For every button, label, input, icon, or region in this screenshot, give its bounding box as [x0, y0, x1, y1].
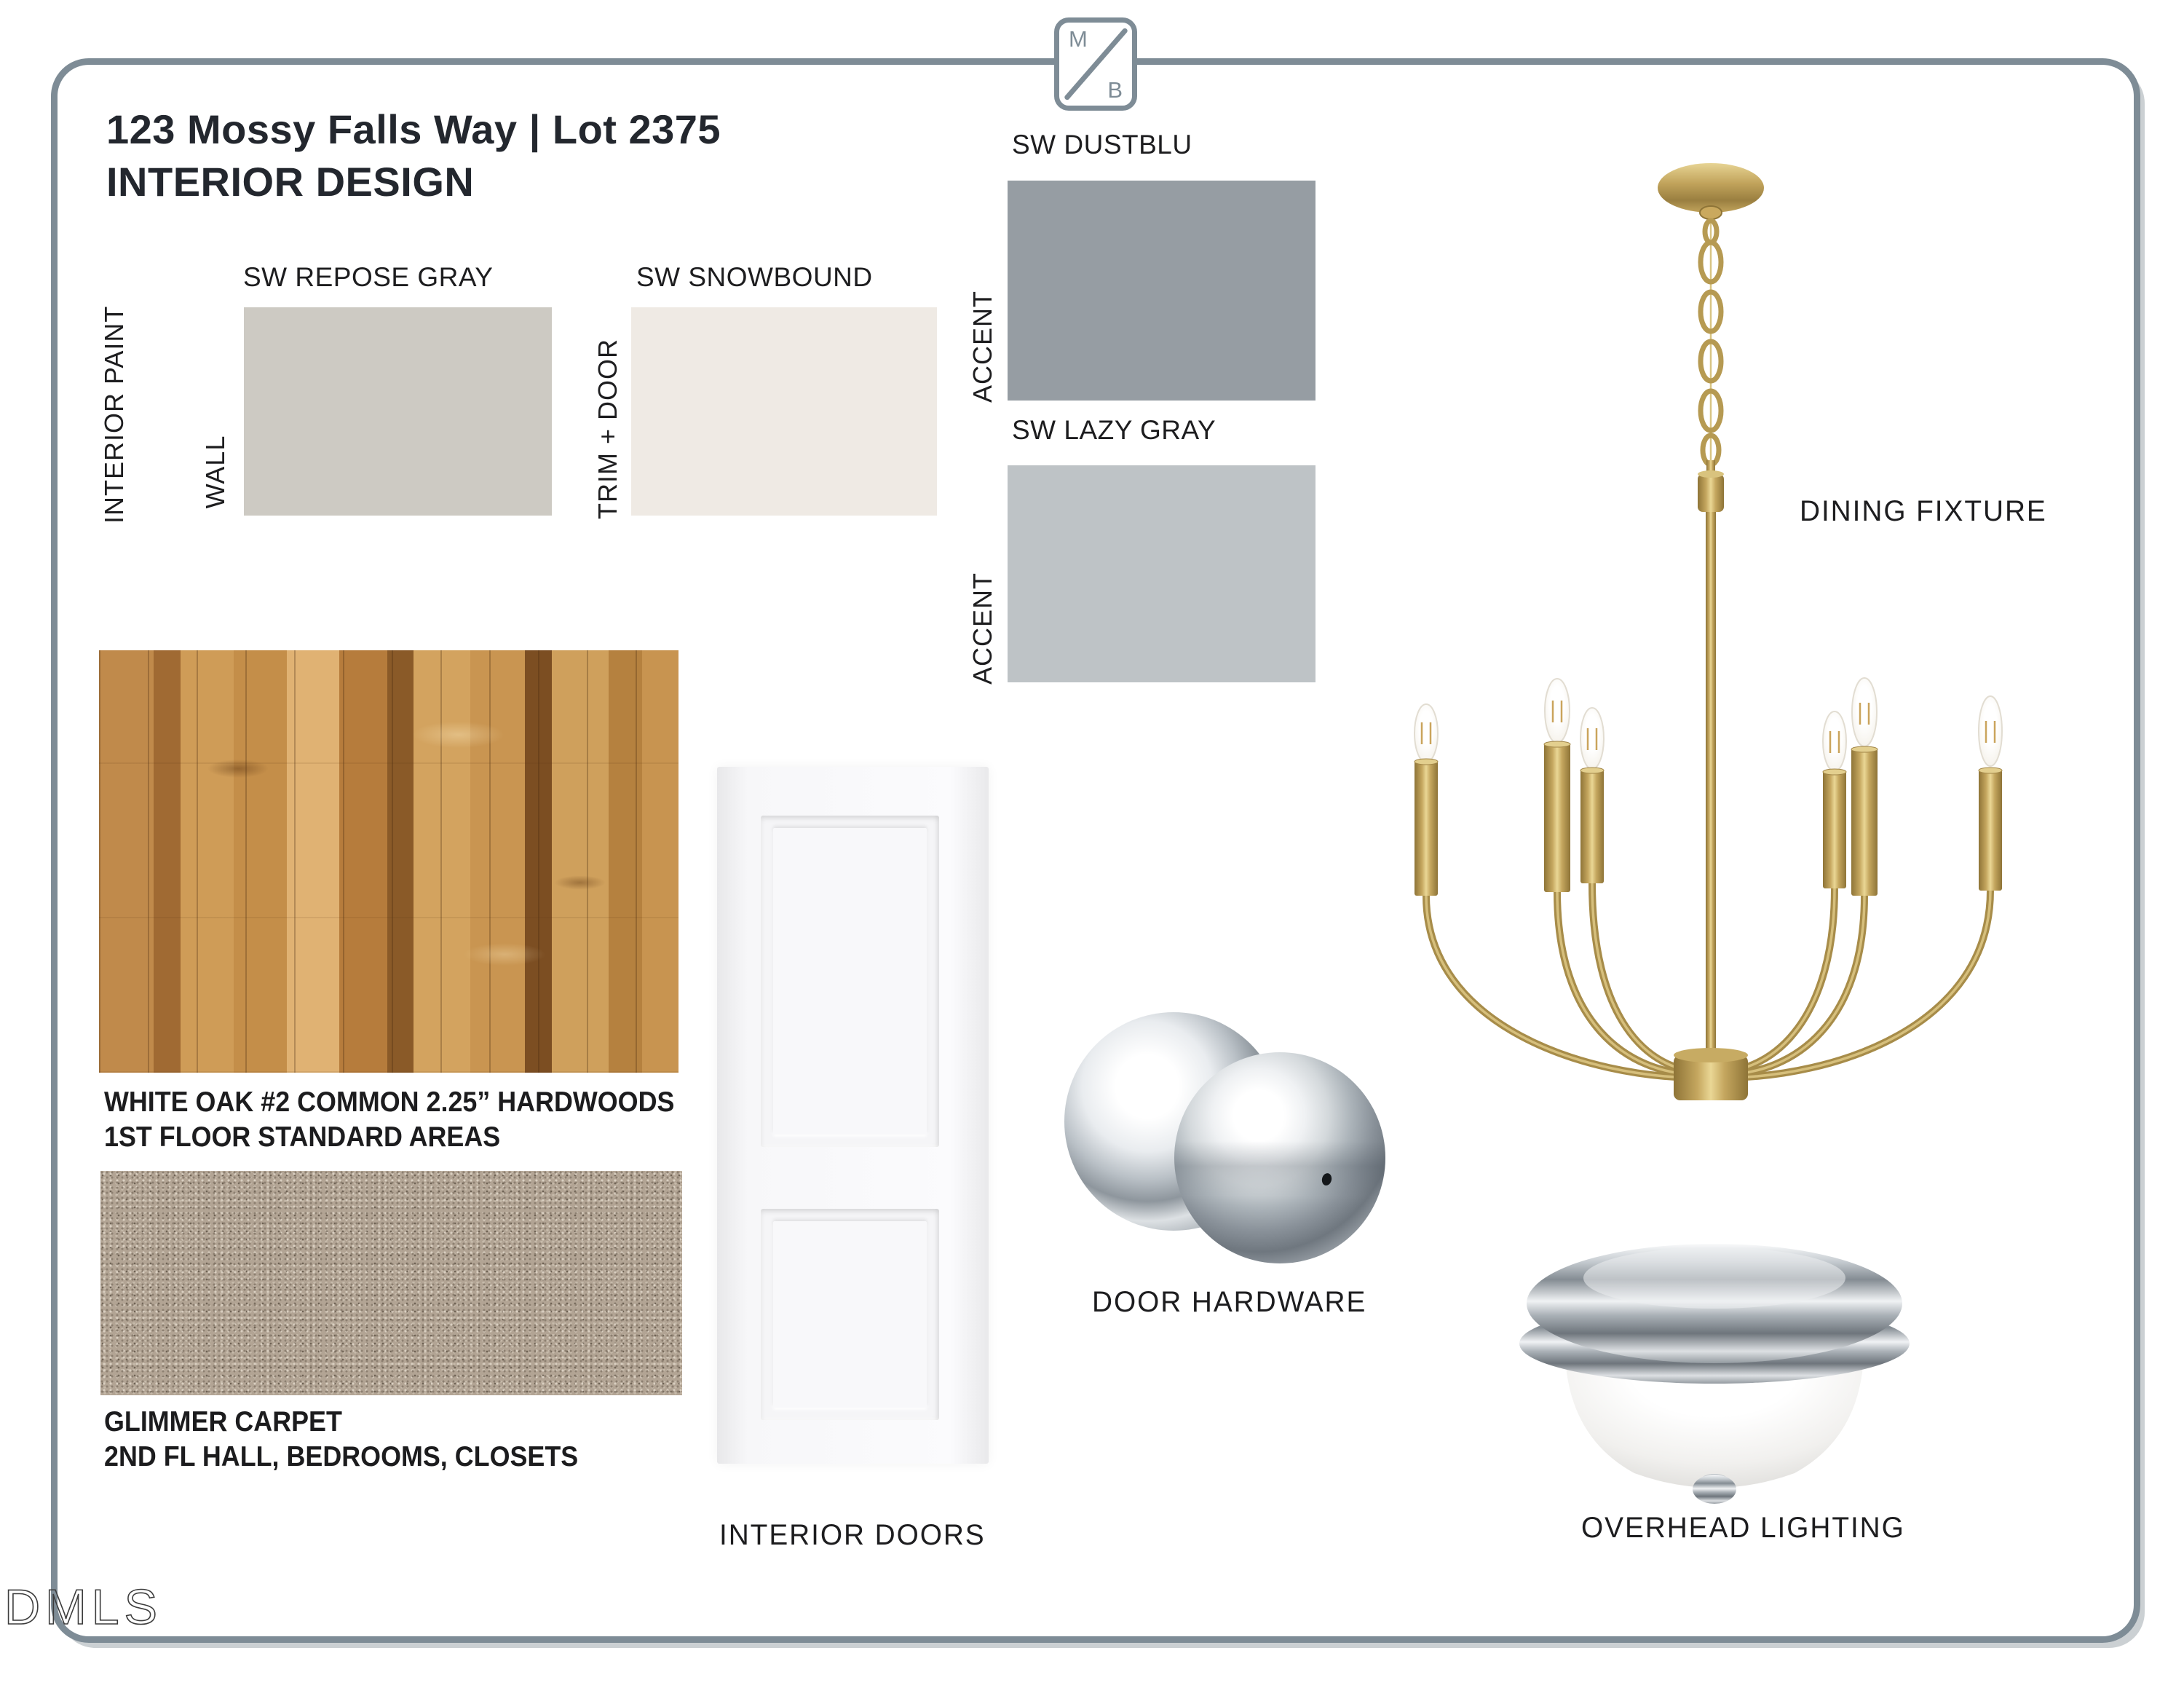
dustblu-swatch [1008, 181, 1315, 401]
snowbound-name: SW SNOWBOUND [636, 262, 873, 292]
wall-role-label: WALL [200, 435, 230, 509]
logo-letter-b: B [1107, 77, 1123, 103]
page-title [106, 103, 721, 208]
door-upper-panel [761, 816, 939, 1147]
hardwood-sample-image [99, 650, 678, 1073]
snowbound-swatch [631, 307, 937, 516]
lazy-gray-name: SW LAZY GRAY [1012, 415, 1216, 445]
carpet-caption-line1: GLIMMER CARPET [104, 1406, 342, 1437]
chandelier-canopy [1658, 163, 1764, 219]
brand-logo [1054, 17, 1137, 111]
accent2-role-label: ACCENT [968, 572, 997, 685]
interior-paint-section-label: INTERIOR PAINT [99, 305, 129, 524]
door-knob-image [1059, 1005, 1401, 1282]
dining-fixture-caption: DINING FIXTURE [1800, 495, 2047, 527]
door-lower-panel [761, 1209, 939, 1420]
carpet-sample-image [100, 1171, 682, 1395]
chandelier-image [1383, 131, 2038, 1151]
repose-gray-swatch [244, 307, 552, 516]
chandelier-chain [1701, 218, 1721, 473]
interior-door-image [717, 767, 989, 1464]
title-line-address: 123 Mossy Falls Way | Lot 2375 [106, 106, 721, 152]
carpet-caption-line2: 2ND FL HALL, BEDROOMS, CLOSETS [104, 1441, 579, 1472]
repose-gray-name: SW REPOSE GRAY [243, 262, 494, 292]
accent1-role-label: ACCENT [968, 290, 997, 403]
dustblu-name: SW DUSTBLU [1012, 130, 1192, 159]
hardwood-caption-line2: 1ST FLOOR STANDARD AREAS [104, 1121, 501, 1153]
logo-letter-m: M [1069, 26, 1088, 52]
chandelier-hub [1674, 1048, 1748, 1100]
knob-sphere [1174, 1052, 1385, 1263]
trim-door-role-label: TRIM + DOOR [593, 338, 622, 519]
interior-doors-caption: INTERIOR DOORS [719, 1519, 986, 1551]
lazy-gray-swatch [1008, 465, 1315, 682]
hardwood-caption-line1: WHITE OAK #2 COMMON 2.25” HARDWOODS [104, 1086, 675, 1118]
chandelier-stem [1698, 460, 1724, 1057]
flushmount-chrome-rim [1519, 1244, 1910, 1384]
title-line-subtitle: INTERIOR DESIGN [106, 159, 475, 205]
overhead-lighting-caption: OVERHEAD LIGHTING [1581, 1512, 1905, 1544]
flushmount-light-image [1518, 1234, 1911, 1511]
dmls-watermark: DMLS [4, 1579, 162, 1635]
door-hardware-caption: DOOR HARDWARE [1092, 1286, 1367, 1318]
